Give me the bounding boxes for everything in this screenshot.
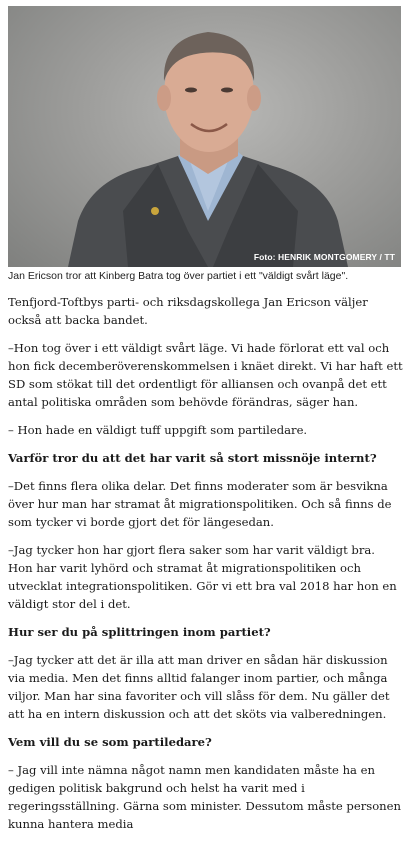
article-paragraph: –Det finns flera olika delar. Det finns moderater som är besvikna över hur man har stramat åt migrationspolitiken. Och så finns de som tycker vi borde gjort det för längesedan. — [8, 479, 392, 529]
interview-question: Varför tror du att det har varit så stort missnöje internt? — [8, 451, 377, 465]
interview-question: Hur ser du på splittringen inom partiet? — [8, 625, 271, 639]
interview-question: Vem vill du se som partiledare? — [8, 735, 212, 749]
article-paragraph: Tenfjord-Toftbys parti- och riksdagskollega Jan Ericson väljer också att backa bandet. — [8, 295, 368, 327]
article-paragraph: – Hon hade en väldigt tuff uppgift som partiledare. — [8, 423, 308, 437]
photo-caption: Jan Ericson tror att Kinberg Batra tog över partiet i ett "väldigt svårt läge". — [8, 270, 349, 282]
photo-credit: Foto: HENRIK MONTGOMERY / TT — [253, 252, 395, 262]
article-paragraph: –Jag tycker hon har gjort flera saker som har varit väldigt bra. Hon har varit lyhörd och stramat åt migrationspolitiken och utvecklat integrationspolitiken. Gör vi ett bra val 2018 har hon en väldigt stor del i det. — [8, 543, 397, 611]
portrait-photo — [8, 6, 401, 267]
article-paragraph: –Hon tog över i ett väldigt svårt läge. Vi hade förlorat ett val och hon fick decemberöverenskommelsen i knäet direkt. Vi har haft ett SD som stökat till det ordentligt för alliansen och ovanpå det ett antal politiska områden som behövde förändras, säger han. — [8, 341, 403, 409]
article-body — [8, 293, 403, 843]
article-paragraph: – Jag vill inte nämna något namn men kandidaten måste ha en gedigen politisk bakgrund och helst ha varit med i regeringsställning. Gärna som minister. Dessutom måste personen kunna hantera media — [8, 763, 401, 831]
article-paragraph: –Jag tycker att det är illa att man driver en sådan här diskussion via media. Men det finns alltid falanger inom partier, och många viljor. Man har sina favoriter och vill slåss för dem. Nu gäller det att ha en intern diskussion och att det sköts via valberedningen. — [8, 653, 390, 721]
portrait-illustration — [8, 6, 401, 267]
